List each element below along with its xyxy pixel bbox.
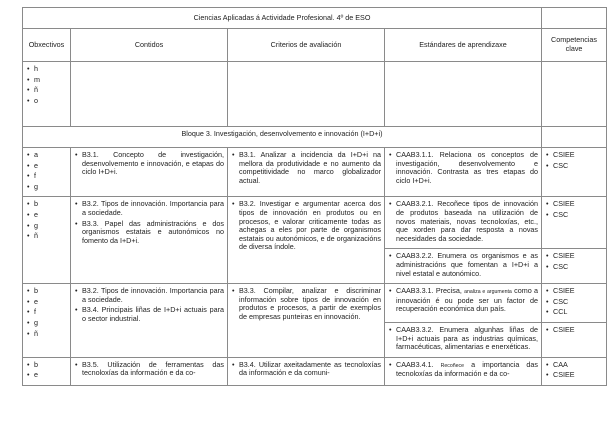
list-item: • o: [34, 97, 67, 106]
standards-cell: [385, 322, 542, 357]
table-title: Ciencias Aplicadas á Actividade Profesional. 4º de ESO: [23, 8, 542, 29]
list-item: • ñ: [34, 232, 67, 241]
list-item: • CAAB3.2.2. Enumera os organismos e as administracións que fomentan a I+D+i a nivel estatal e autonómico.: [396, 252, 538, 278]
table-title-blank: [542, 8, 607, 29]
competences-cell: [542, 148, 607, 197]
list-item: • g: [34, 222, 67, 231]
header-objectives: Obxectivos: [23, 29, 71, 62]
bloque-blank: [542, 127, 607, 148]
curriculum-table: [22, 7, 607, 386]
standards-cell: [385, 357, 542, 385]
list-item: • CSC: [553, 263, 603, 272]
list-item: • g: [34, 319, 67, 328]
list-item: • B3.2. Tipos de innovación. Importancia para a sociedade.: [82, 287, 224, 304]
objectives-cell: [23, 284, 71, 358]
standards-cell: [385, 197, 542, 249]
objectives-cell: [23, 197, 71, 284]
standard-code-text: CAAB3.4.1.: [396, 359, 434, 369]
competences-cell: [542, 322, 607, 357]
list-item: • b: [34, 287, 67, 296]
empty-cell: [542, 62, 607, 127]
list-item: • CSIEE: [553, 371, 603, 380]
criteria-cell: [228, 197, 385, 284]
list-item: • B3.4. Principais liñas de I+D+i actuais para o sector industrial.: [82, 306, 224, 323]
list-item: • CAAB3.2.1. Recoñece tipos de innovación de produtos baseada na utilización de novos materiais, novas tecnoloxías, etc., que xorden para dar resposta a novas necesidades da sociedade.: [396, 200, 538, 243]
list-item: • CAAB3.1.1. Relaciona os conceptos de investigación, desenvolvemento e innovación. Contrasta as tres etapas do ciclo I+D+i.: [396, 151, 538, 185]
header-criteria: Criterios de avaliación: [228, 29, 385, 62]
list-item: • CSC: [553, 162, 603, 171]
empty-cell: [71, 62, 228, 127]
empty-cell: [228, 62, 385, 127]
competences-cell: [542, 249, 607, 284]
list-item: • CSC: [553, 298, 603, 307]
standard-code-text: CAAB3.3.1. Precisa,: [396, 286, 462, 296]
first-objectives-cell: [23, 62, 71, 127]
list-item: • CSIEE: [553, 151, 603, 160]
standard-text: como a innovación é ou pode ser un factor de recuperación económica dun país.: [396, 286, 539, 314]
list-item: • h: [34, 65, 67, 74]
list-item: • e: [34, 162, 67, 171]
competences-cell: [542, 357, 607, 385]
list-item: [396, 361, 538, 379]
header-competences: Competencias clave: [542, 29, 607, 62]
contents-cell: [71, 357, 228, 385]
list-item: • ñ: [34, 86, 67, 95]
list-item: [396, 287, 538, 314]
standards-cell: [385, 249, 542, 284]
list-item: • f: [34, 172, 67, 181]
list-item: • B3.3. Papel das administracións e dos organismos estatais e autonómicos no fomento da I+D+i.: [82, 220, 224, 246]
list-item: • B3.5. Utilización de ferramentas das tecnoloxías da información e da co-: [82, 361, 224, 378]
contents-cell: [71, 284, 228, 358]
empty-cell: [385, 62, 542, 127]
bloque-title: Bloque 3. Investigación, desenvolvemento e innovación (I+D+i): [23, 127, 542, 148]
header-standards: Estándares de aprendizaxe: [385, 29, 542, 62]
header-contents: Contidos: [71, 29, 228, 62]
standards-cell: [385, 148, 542, 197]
list-item: • CSIEE: [553, 200, 603, 209]
competences-cell: [542, 197, 607, 249]
contents-cell: [71, 197, 228, 284]
list-item: • ñ: [34, 330, 67, 339]
list-item: • CAA: [553, 361, 603, 370]
list-item: • CSIEE: [553, 326, 603, 335]
list-item: • CCL: [553, 308, 603, 317]
criteria-cell: [228, 284, 385, 358]
list-item: • b: [34, 361, 67, 370]
criteria-cell: [228, 357, 385, 385]
list-item: • e: [34, 298, 67, 307]
list-item: • B3.1. Analizar a incidencia da I+D+i na mellora da produtividade e no aumento da competitividade no marco globalizador actual.: [239, 151, 381, 185]
objectives-cell: [23, 148, 71, 197]
list-item: • a: [34, 151, 67, 160]
list-item: • m: [34, 76, 67, 85]
list-item: • CSIEE: [553, 287, 603, 296]
criteria-cell: [228, 148, 385, 197]
standards-cell: [385, 284, 542, 323]
list-item: • B3.4. Utilizar axeitadamente as tecnoloxías da información e da comuni-: [239, 361, 381, 378]
competences-cell: [542, 284, 607, 323]
small-inline-text: analiza e argumenta: [464, 289, 512, 296]
list-item: • g: [34, 183, 67, 192]
list-item: • B3.3. Compilar, analizar e discriminar información sobre tipos de innovación en produtos e procesos, a partir de exemplos de empresas punteiras en innovación.: [239, 287, 381, 321]
list-item: • B3.1. Concepto de investigación, desenvolvemento e innovación, e etapas do ciclo I+D+i.: [82, 151, 224, 177]
list-item: • e: [34, 211, 67, 220]
list-item: • CAAB3.3.2. Enumera algunhas liñas de I+D+i actuais para as industrias químicas, farmacéuticas, alimentarias e enerxéticas.: [396, 326, 538, 352]
standard-text: a importancia das tecnoloxías da información e da co-: [396, 359, 539, 379]
list-item: • CSC: [553, 211, 603, 220]
list-item: • CSIEE: [553, 252, 603, 261]
list-item: • b: [34, 200, 67, 209]
small-inline-text: Recoñece: [440, 362, 465, 369]
list-item: • B3.2. Tipos de innovación. Importancia para a sociedade.: [82, 200, 224, 217]
list-item: • f: [34, 308, 67, 317]
contents-cell: [71, 148, 228, 197]
list-item: • e: [34, 371, 67, 380]
objectives-cell: [23, 357, 71, 385]
list-item: • B3.2. Investigar e argumentar acerca dos tipos de innovación en produtos ou en procesos, e valorar criticamente todas as achegas a eles por parte de organismos estatais ou autonómicos, e de organizacións de diversa índole.: [239, 200, 381, 252]
